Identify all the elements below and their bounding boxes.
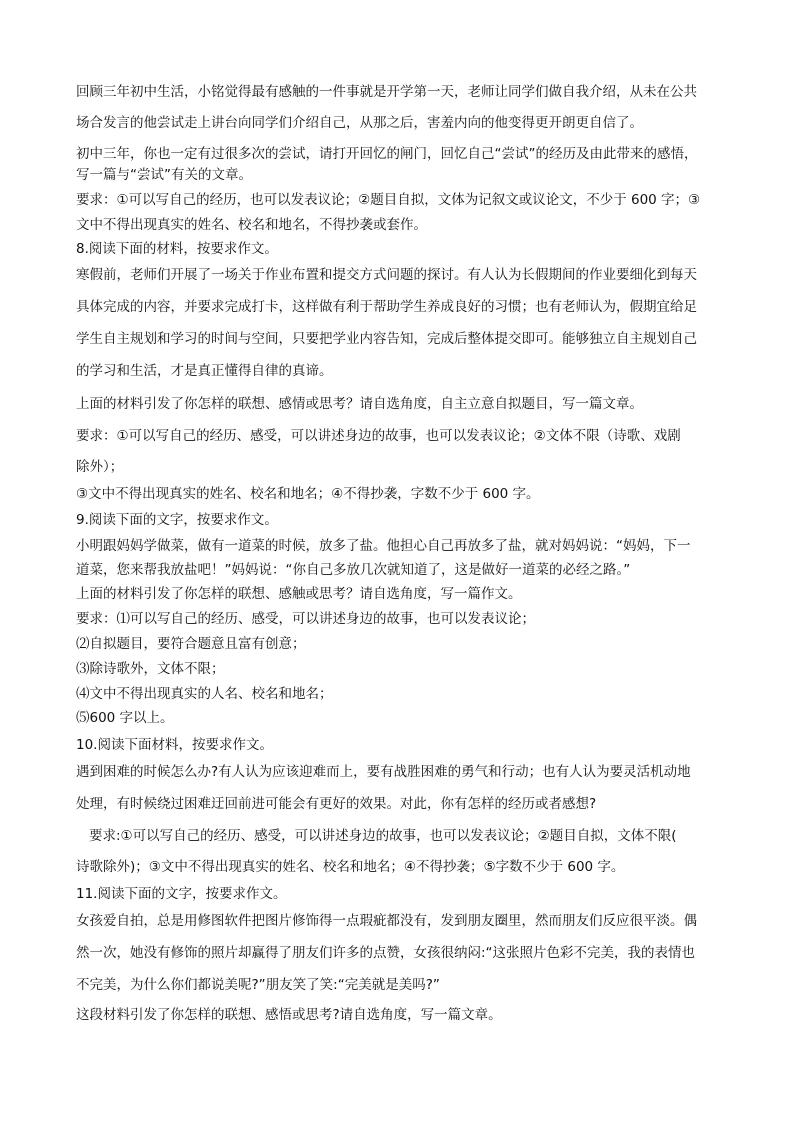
text-line: 除外）；	[76, 459, 124, 475]
text-line: 遇到困难的时候怎么办?有人认为应该迎难而上，要有战胜困难的勇气和行动；也有人认为要灵活机动地	[76, 764, 691, 780]
text-line: 上面的材料引发了你怎样的联想、感情或思考？请自选角度，自主立意自拟题目，写一篇文章。	[76, 396, 643, 412]
text-line: 初中三年，你也一定有过很多次的尝试，请打开回忆的闸门，回忆自己“尝试”的经历及由此带来的感悟，	[76, 146, 698, 162]
text-line: 女孩爱自拍，总是用修图软件把图片修饰得一点瑕疵都没有，发到朋友圈里，然而朋友们反应很平淡。偶	[76, 913, 697, 929]
text-line: ⑷文中不得出现真实的人名、校名和地名；	[76, 686, 333, 702]
text-line: 这段材料引发了你怎样的联想、感悟或思考?请自选角度，写一篇文章。	[76, 1007, 502, 1023]
text-line: 上面的材料引发了你怎样的联想、感触或思考？请自选角度，写一篇作文。	[76, 586, 522, 602]
text-line: 寒假前，老师们开展了一场关于作业布置和提交方式问题的探讨。有人认为长假期间的作业要细化到每天	[76, 267, 697, 283]
text-line: 要求：①可以写自己的经历，也可以发表议论；②题目自拟，文体为记叙文或议论文，不少于 600 字；③	[76, 192, 701, 208]
text-line: 要求：⑴可以写自己的经历、感受，可以讲述身边的故事，也可以发表议论；	[76, 611, 535, 627]
text-line: 回顾三年初中生活，小铭觉得最有感触的一件事就是开学第一天，老师让同学们做自我介绍，从未在公共	[76, 84, 697, 100]
text-line: 场合发言的他尝试走上讲台向同学们介绍自己，从那之后，害羞内向的他变得更开朗更自信了。	[76, 115, 643, 131]
text-line: 文中不得出现真实的姓名、校名和地名，不得抄袭或套作。	[76, 217, 427, 233]
text-line: 要求:①可以写自己的经历、感受，可以讲述身边的故事，也可以发表议论；②题目自拟，文体不限(	[89, 828, 677, 844]
text-line: 写一篇与“尝试”有关的文章。	[76, 167, 252, 183]
text-line: 具体完成的内容，并要求完成打卡，这样做有利于帮助学生养成良好的习惯；也有老师认为，假期宜给足	[76, 299, 697, 315]
text-line: 小明跟妈妈学做菜，做有一道菜的时候，放多了盐。他担心自己再放多了盐，就对妈妈说：“妈妈，下一	[76, 538, 691, 554]
text-line: ⑶除诗歌外，文体不限；	[76, 661, 225, 677]
text-line: 的学习和生活，才是真正懂得自律的真谛。	[76, 363, 333, 379]
text-line: ⑸600 字以上。	[76, 710, 174, 726]
question-heading: 10.阅读下面材料，按要求作文。	[76, 737, 273, 753]
text-line: 不完美，为什么你们都说美呢?”朋友笑了笑:“完美就是美吗?”	[76, 977, 440, 993]
text-line: 处理，有时候绕过困难迂回前进可能会有更好的效果。对此，你有怎样的经历或者感想?	[76, 796, 597, 812]
question-heading: 9.阅读下面的文字，按要求作文。	[76, 512, 278, 528]
text-line: 诗歌除外)；③文中不得出现真实的姓名、校名和地名；④不得抄袭；⑤字数不少于 600 字。	[76, 859, 625, 875]
question-heading: 11.阅读下面的文字，按要求作文。	[76, 886, 287, 902]
text-line: 要求：①可以写自己的经历、感受，可以讲述身边的故事，也可以发表议论；②文体不限（诗歌、戏剧	[76, 428, 681, 444]
text-line: ⑵自拟题目，要符合题意且富有创意；	[76, 636, 306, 652]
text-line: 然一次，她没有修饰的照片却赢得了朋友们许多的点赞，女孩很纳闷:“这张照片色彩不完美，我的表情也	[76, 945, 696, 961]
text-line: 学生自主规划和学习的时间与空间，只要把学业内容告知，完成后整体提交即可。能够独立自主规划自己	[76, 331, 697, 347]
text-line: 道菜，您来帮我放盐吧！”妈妈说：“你自己多放几次就知道了，这是做好一道菜的必经之路。”	[76, 562, 631, 578]
question-heading: 8.阅读下面的材料，按要求作文。	[76, 241, 278, 257]
text-line: ③文中不得出现真实的姓名、校名和地名；④不得抄袭，字数不少于 600 字。	[76, 486, 540, 502]
